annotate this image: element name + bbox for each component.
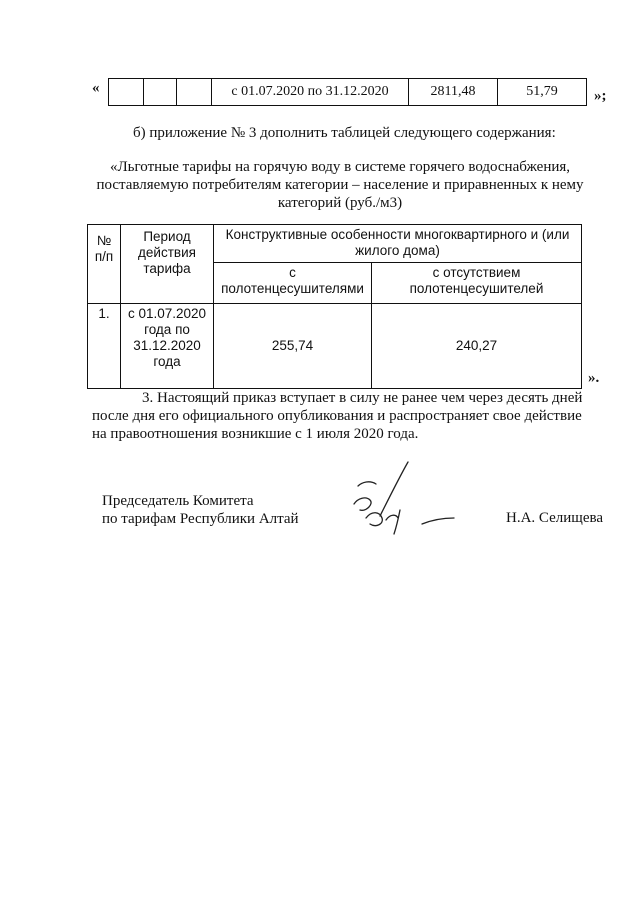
header-period: Период действия тарифа [121,225,214,304]
signer-position-line2: по тарифам Республики Алтай [102,511,299,527]
header-features: Конструктивные особенности многоквартирного и (или жилого дома) [214,225,582,263]
table-closing-quote: ». [588,370,600,386]
opening-quote: « [92,80,100,96]
signer-name: Н.А. Селищева [506,510,604,526]
paragraph-3-line3: на правоотношения возникшие с 1 июля 2020 года. [92,426,419,442]
row-number: 1. [88,304,121,389]
value1-cell: 2811,48 [409,79,498,106]
handwritten-signature [340,458,470,538]
paragraph-3 [92,389,598,443]
table-title-line2: поставляемую потребителям категории – население и приравненных к нему [96,177,584,193]
row-without-value: 240,27 [372,304,582,389]
paragraph-b: б) приложение № 3 дополнить таблицей следующего содержания: [133,125,556,141]
signer-position [102,492,299,528]
continuation-table-row [108,78,587,106]
closing-quote: »; [594,88,607,104]
header-with-towel-dryers: с полотенцесушителями [214,263,372,304]
empty-cell-1 [109,79,144,106]
empty-cell-2 [144,79,177,106]
empty-cell-3 [177,79,212,106]
paragraph-3-line2: после дня его официального опубликования и распространяет свое действие [92,408,582,424]
period-cell: с 01.07.2020 по 31.12.2020 [212,79,409,106]
header-number: № п/п [88,225,121,304]
tariff-table [87,224,582,389]
table-title-line3: категорий (руб./м3) [277,195,403,211]
row-with-value: 255,74 [214,304,372,389]
table-row [88,304,582,389]
paragraph-3-line1: 3. Настоящий приказ вступает в силу не ранее чем через десять дней [142,390,583,406]
value2-cell: 51,79 [498,79,587,106]
header-without-towel-dryers: с отсутствием полотенцесушителей [372,263,582,304]
table-title-line1: «Льготные тарифы на горячую воду в системе горячего водоснабжения, [109,159,571,175]
row-period: с 01.07.2020 года по 31.12.2020 года [121,304,214,389]
table-title [90,158,590,212]
signer-position-line1: Председатель Комитета [102,493,254,509]
